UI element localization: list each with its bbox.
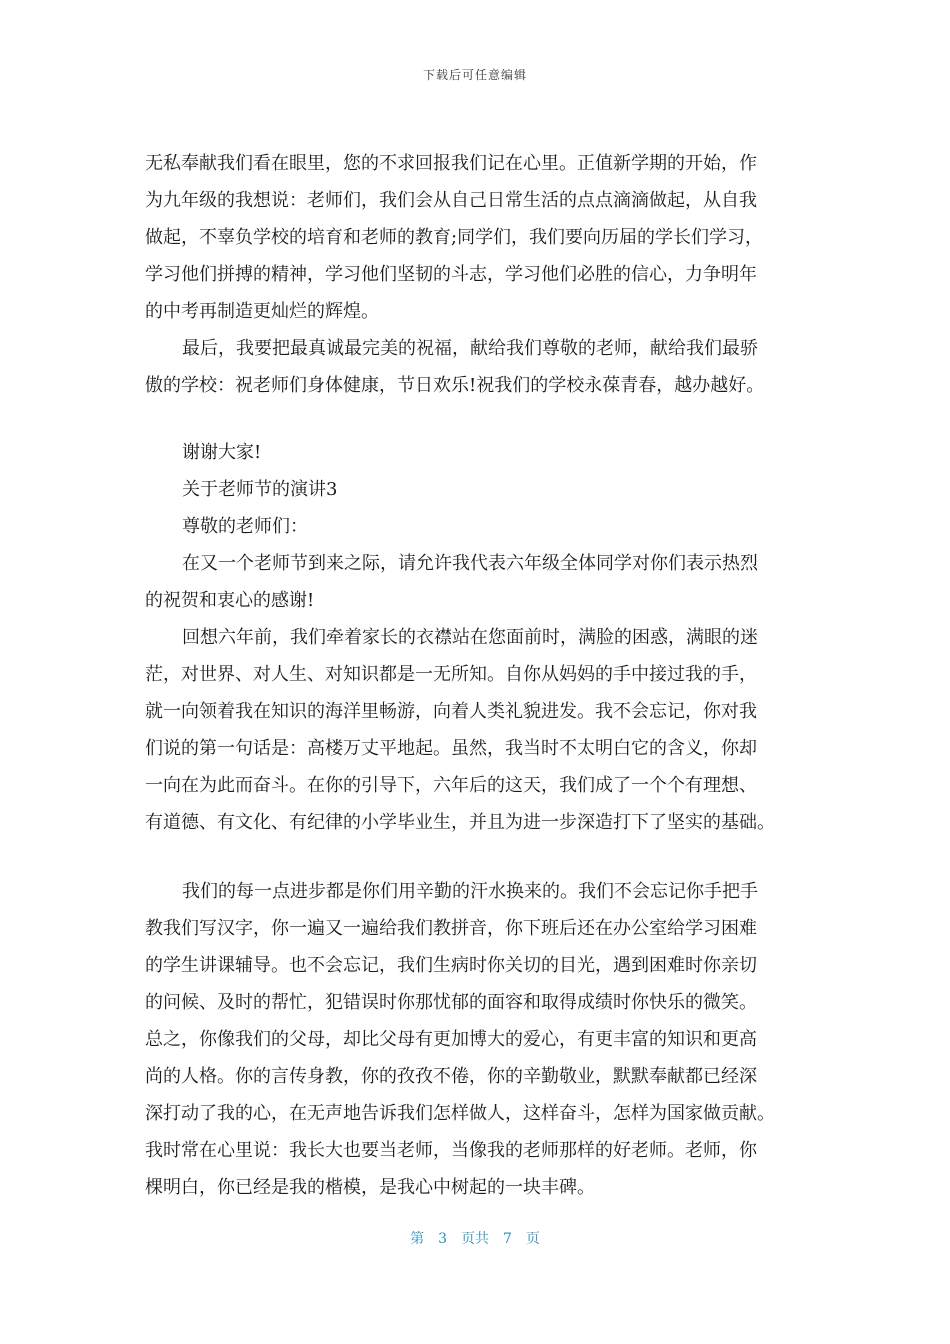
footer-middle: 页共: [461, 1231, 489, 1247]
text-line: 我们的每一点进步都是你们用辛勤的汗水换来的。我们不会忘记你手把手: [182, 881, 758, 902]
text-line: 教我们写汉字，你一遍又一遍给我们教拼音，你下班后还在办公室给学习困难: [145, 918, 757, 939]
text-line: 棵明白，你已经是我的楷模，是我心中树起的一块丰碑。: [145, 1177, 595, 1198]
text-line: 在又一个老师节到来之际，请允许我代表六年级全体同学对你们表示热烈: [182, 553, 758, 574]
text-line: 们说的第一句话是：高楼万丈平地起。虽然，我当时不太明白它的含义，你却: [145, 738, 757, 759]
text-line: 的学生讲课辅导。也不会忘记，我们生病时你关切的目光，遇到困难时你亲切: [145, 955, 757, 976]
footer-suffix: 页: [525, 1231, 540, 1247]
page-footer: [0, 1228, 950, 1248]
text-line: 有道德、有文化、有纪律的小学毕业生，并且为进一步深造打下了坚实的基础。: [145, 812, 775, 833]
paragraph-gap: [145, 404, 810, 434]
text-line: 傲的学校：祝老师们身体健康，节日欢乐!祝我们的学校永葆青春，越办越好。: [145, 375, 765, 396]
text-line: 回想六年前，我们牵着家长的衣襟站在您面前时，满脸的困惑，满眼的迷: [182, 627, 758, 648]
footer-prefix: 第: [410, 1231, 425, 1247]
text-line: 谢谢大家!: [182, 442, 262, 463]
text-line: 学习他们拼搏的精神，学习他们坚韧的斗志，学习他们必胜的信心，力争明年: [145, 264, 757, 285]
text-line: 无私奉献我们看在眼里，您的不求回报我们记在心里。正值新学期的开始，作: [145, 153, 757, 174]
text-line: 最后，我要把最真诚最完美的祝福，献给我们尊敬的老师，献给我们最骄: [182, 338, 758, 359]
text-line: 的中考再制造更灿烂的辉煌。: [145, 301, 379, 322]
text-line: 尚的人格。你的言传身教，你的孜孜不倦，你的辛勤敬业，默默奉献都已经深: [145, 1066, 757, 1087]
total-pages-number: 7: [503, 1231, 512, 1247]
text-line: 总之，你像我们的父母，却比父母有更加博大的爱心，有更丰富的知识和更高: [145, 1029, 757, 1050]
text-line: 做起，不辜负学校的培育和老师的教育;同学们，我们要向历届的学长们学习，: [145, 227, 764, 248]
text-line: 为九年级的我想说：老师们，我们会从自己日常生活的点点滴滴做起，从自我: [145, 190, 757, 211]
paragraph-gap: [145, 841, 810, 873]
text-line: 的祝贺和衷心的感谢!: [145, 590, 315, 611]
text-line: 一向在为此而奋斗。在你的引导下，六年后的这天，我们成了一个个有理想、: [145, 775, 757, 796]
section-title: 关于老师节的演讲3: [182, 479, 338, 500]
salutation: 尊敬的老师们：: [182, 516, 308, 537]
text-line: 我时常在心里说：我长大也要当老师，当像我的老师那样的好老师。老师，你: [145, 1140, 757, 1161]
current-page-number: 3: [438, 1231, 447, 1247]
text-line: 就一向领着我在知识的海洋里畅游，向着人类礼貌进发。我不会忘记，你对我: [145, 701, 757, 722]
text-line: 深打动了我的心，在无声地告诉我们怎样做人，这样奋斗，怎样为国家做贡献。: [145, 1103, 775, 1124]
text-line: 茫，对世界、对人生、对知识都是一无所知。自你从妈妈的手中接过我的手，: [145, 664, 757, 685]
page-header: 下载后可任意编辑: [422, 68, 527, 82]
document-body: [145, 145, 810, 1206]
text-line: 的问候、及时的帮忙，犯错误时你那忧郁的面容和取得成绩时你快乐的微笑。: [145, 992, 757, 1013]
